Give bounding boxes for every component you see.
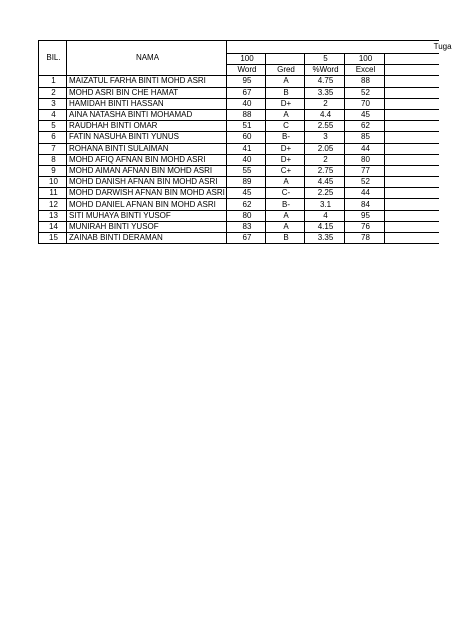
cell-word: 55: [227, 165, 266, 176]
cell-bil: 9: [39, 165, 67, 176]
header-bil: BIL.: [39, 41, 67, 76]
header-max-excel: 100: [345, 54, 385, 65]
table-row: [39, 154, 439, 165]
cell-pword: 4.45: [305, 177, 345, 188]
cell-pword: 2: [305, 154, 345, 165]
cell-excel: 85: [345, 132, 385, 143]
header-excel: Excel: [345, 65, 385, 76]
cell-word: 40: [227, 154, 266, 165]
cell-excel: 95: [345, 210, 385, 221]
cell-excel: 62: [345, 121, 385, 132]
cell-cut: [385, 233, 439, 244]
cell-nama: SITI MUHAYA BINTI YUSOF: [67, 210, 227, 221]
cell-cut: [385, 177, 439, 188]
cell-gred: C-: [266, 188, 305, 199]
cell-bil: 4: [39, 109, 67, 120]
cell-bil: 3: [39, 98, 67, 109]
cell-cut: [385, 76, 439, 87]
table-row: [39, 98, 439, 109]
cell-nama: FATIN NASUHA BINTI YUNUS: [67, 132, 227, 143]
table-row: [39, 87, 439, 98]
cell-gred: A: [266, 210, 305, 221]
table-row: [39, 221, 439, 232]
cell-bil: 12: [39, 199, 67, 210]
cell-cut: [385, 154, 439, 165]
cell-pword: 3.35: [305, 87, 345, 98]
cell-nama: AINA NATASHA BINTI MOHAMAD: [67, 109, 227, 120]
header-max-cut: [385, 54, 439, 65]
cell-word: 88: [227, 109, 266, 120]
cell-excel: 44: [345, 143, 385, 154]
cell-nama: MOHD AFIQ AFNAN BIN MOHD ASRI: [67, 154, 227, 165]
header-sub-cut: [385, 65, 439, 76]
student-grades-table: [38, 40, 452, 244]
cell-bil: 14: [39, 221, 67, 232]
cell-gred: A: [266, 109, 305, 120]
cell-nama: MOHD DANISH AFNAN BIN MOHD ASRI: [67, 177, 227, 188]
cell-pword: 3: [305, 132, 345, 143]
cell-bil: 10: [39, 177, 67, 188]
cell-nama: MOHD DANIEL AFNAN BIN MOHD ASRI: [67, 199, 227, 210]
cell-gred: C: [266, 121, 305, 132]
cell-bil: 8: [39, 154, 67, 165]
header-max-word: 100: [227, 54, 266, 65]
cell-nama: MOHD DARWISH AFNAN BIN MOHD ASRI: [67, 188, 227, 199]
table-row: [39, 121, 439, 132]
cell-word: 80: [227, 210, 266, 221]
cell-bil: 5: [39, 121, 67, 132]
cell-nama: MUNIRAH BINTI YUSOF: [67, 221, 227, 232]
cell-gred: B-: [266, 132, 305, 143]
cell-gred: A: [266, 177, 305, 188]
cell-cut: [385, 132, 439, 143]
cell-pword: 2: [305, 98, 345, 109]
header-word: Word: [227, 65, 266, 76]
header-nama: NAMA: [67, 41, 227, 76]
cell-excel: 52: [345, 87, 385, 98]
table-row: [39, 177, 439, 188]
cell-pword: 4.15: [305, 221, 345, 232]
cell-word: 51: [227, 121, 266, 132]
cell-gred: B: [266, 87, 305, 98]
table-row: [39, 132, 439, 143]
header-gred: Gred: [266, 65, 305, 76]
table-row: [39, 165, 439, 176]
cell-excel: 88: [345, 76, 385, 87]
cell-excel: 84: [345, 199, 385, 210]
spreadsheet-page: [38, 40, 453, 244]
cell-gred: C+: [266, 165, 305, 176]
cell-word: 45: [227, 188, 266, 199]
header-row-title: [39, 41, 439, 54]
cell-pword: 3.35: [305, 233, 345, 244]
cell-pword: 2.55: [305, 121, 345, 132]
cell-excel: 78: [345, 233, 385, 244]
cell-word: 95: [227, 76, 266, 87]
table-row: [39, 210, 439, 221]
cell-gred: D+: [266, 143, 305, 154]
table-row: [39, 76, 439, 87]
cell-nama: MOHD ASRI BIN CHE HAMAT: [67, 87, 227, 98]
cell-cut: [385, 109, 439, 120]
cell-nama: ZAINAB BINTI DERAMAN: [67, 233, 227, 244]
cell-cut: [385, 121, 439, 132]
cell-gred: D+: [266, 98, 305, 109]
cell-nama: HAMIDAH BINTI HASSAN: [67, 98, 227, 109]
table-row: [39, 199, 439, 210]
cell-word: 40: [227, 98, 266, 109]
cell-gred: A: [266, 221, 305, 232]
cell-pword: 2.25: [305, 188, 345, 199]
header-max-blank: [266, 54, 305, 65]
cell-excel: 52: [345, 177, 385, 188]
cell-gred: A: [266, 76, 305, 87]
cell-gred: B-: [266, 199, 305, 210]
cell-word: 67: [227, 233, 266, 244]
cell-nama: MOHD AIMAN AFNAN BIN MOHD ASRI: [67, 165, 227, 176]
cell-pword: 4.75: [305, 76, 345, 87]
cell-word: 62: [227, 199, 266, 210]
cell-bil: 2: [39, 87, 67, 98]
cell-excel: 44: [345, 188, 385, 199]
cell-word: 41: [227, 143, 266, 154]
cell-bil: 11: [39, 188, 67, 199]
cell-pword: 4: [305, 210, 345, 221]
table-row: [39, 143, 439, 154]
cell-gred: B: [266, 233, 305, 244]
cell-cut: [385, 165, 439, 176]
cell-cut: [385, 210, 439, 221]
cell-pword: 4.4: [305, 109, 345, 120]
cell-bil: 15: [39, 233, 67, 244]
cell-pword: 3.1: [305, 199, 345, 210]
cell-cut: [385, 143, 439, 154]
cell-pword: 2.05: [305, 143, 345, 154]
header-group-title: [227, 41, 452, 54]
table-row: [39, 233, 439, 244]
cell-bil: 6: [39, 132, 67, 143]
cell-cut: [385, 199, 439, 210]
table-row: [39, 188, 439, 199]
cell-excel: 80: [345, 154, 385, 165]
cell-excel: 70: [345, 98, 385, 109]
cell-word: 60: [227, 132, 266, 143]
cell-pword: 2.75: [305, 165, 345, 176]
header-group-title-text: Tuga: [433, 42, 452, 51]
cell-word: 67: [227, 87, 266, 98]
cell-excel: 77: [345, 165, 385, 176]
header-max-pword: 5: [305, 54, 345, 65]
cell-excel: 76: [345, 221, 385, 232]
header-pword: %Word: [305, 65, 345, 76]
cell-word: 83: [227, 221, 266, 232]
cell-cut: [385, 188, 439, 199]
cell-nama: ROHANA BINTI SULAIMAN: [67, 143, 227, 154]
cell-excel: 45: [345, 109, 385, 120]
cell-cut: [385, 87, 439, 98]
table-row: [39, 109, 439, 120]
cell-nama: MAIZATUL FARHA BINTI MOHD ASRI: [67, 76, 227, 87]
cell-bil: 7: [39, 143, 67, 154]
cell-word: 89: [227, 177, 266, 188]
cell-cut: [385, 98, 439, 109]
cell-cut: [385, 221, 439, 232]
cell-bil: 13: [39, 210, 67, 221]
cell-nama: RAUDHAH BINTI OMAR: [67, 121, 227, 132]
cell-gred: D+: [266, 154, 305, 165]
cell-bil: 1: [39, 76, 67, 87]
